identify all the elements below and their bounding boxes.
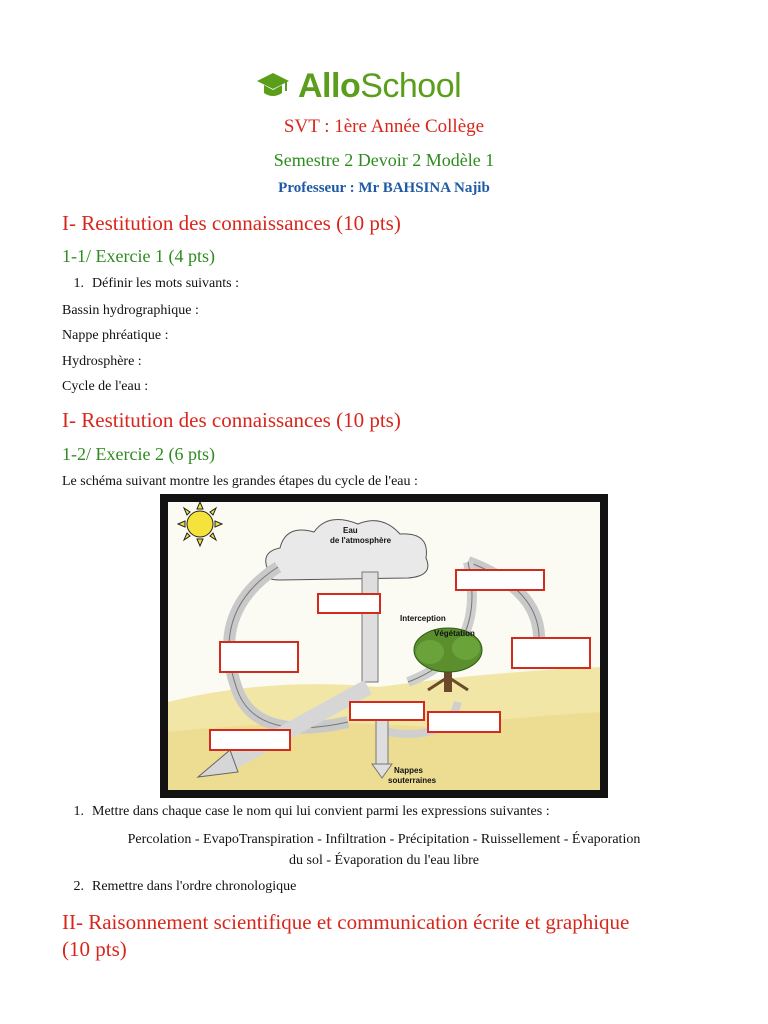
subject-title: SVT : 1ère Année Collège [283, 116, 485, 137]
answer-box [428, 712, 500, 732]
section-1b-title: I- Restitution des connaissances (10 pts) [62, 408, 401, 432]
exercise-1-title: 1-1/ Exercie 1 (4 pts) [62, 246, 215, 266]
vegetation-label: Végétation [434, 629, 475, 638]
section-2-title-line-1: II- Raisonnement scientifique et communication écrite et graphique [62, 910, 630, 934]
nappes-label-2: souterraines [388, 776, 437, 785]
term-2: Nappe phréatique : [62, 328, 169, 343]
interception-label: Interception [400, 614, 446, 623]
expressions-line-2: du sol - Évaporation du l'eau libre [289, 853, 479, 868]
exercise-2-title: 1-2/ Exercie 2 (6 pts) [62, 444, 215, 464]
exercise-1-question: 1. Définir les mots suivants : [73, 276, 239, 291]
answer-box [512, 638, 590, 668]
cloud-label-2: de l'atmosphère [330, 536, 392, 545]
question-1: 1. Mettre dans chaque case le nom qui lui convient parmi les expressions suivantes : [73, 804, 550, 819]
sun-icon [178, 502, 222, 546]
alloschool-logo[interactable] [256, 66, 461, 106]
term-4: Cycle de l'eau : [62, 379, 149, 394]
graduation-cap-icon [256, 71, 290, 101]
exam-title: Semestre 2 Devoir 2 Modèle 1 [273, 150, 495, 170]
section-2-title-line-2: (10 pts) [62, 937, 127, 961]
logo-text: AlloSchool [298, 66, 462, 105]
exercise-2-intro: Le schéma suivant montre les grandes étapes du cycle de l'eau : [62, 474, 418, 489]
answer-box [350, 702, 424, 720]
teacher-name: Professeur : Mr BAHSINA Najib [278, 180, 490, 196]
nappes-label-1: Nappes [394, 766, 423, 775]
section-1-title: I- Restitution des connaissances (10 pts) [62, 211, 401, 235]
answer-box [456, 570, 544, 590]
answer-box [210, 730, 290, 750]
answer-box [318, 594, 380, 613]
expressions-line-1: Percolation - EvapoTranspiration - Infiltration - Précipitation - Ruissellement - Évaporation [127, 832, 641, 847]
question-2: 2. Remettre dans l'ordre chronologique [73, 879, 297, 894]
term-1: Bassin hydrographique : [62, 303, 199, 318]
answer-box [220, 642, 298, 672]
cloud-label-1: Eau [343, 526, 358, 535]
term-3: Hydrosphère : [62, 354, 142, 369]
water-cycle-figure [160, 494, 608, 798]
